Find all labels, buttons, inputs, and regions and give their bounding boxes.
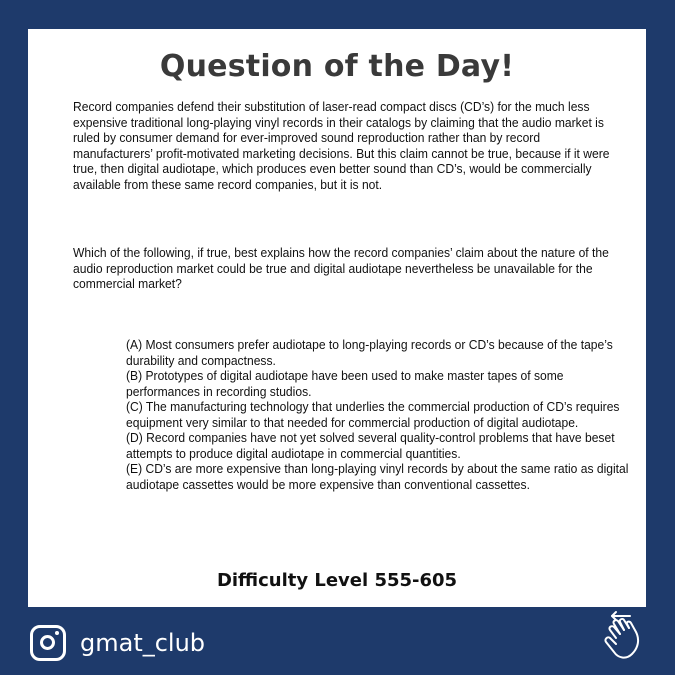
difficulty-level: Difficulty Level 555-605 bbox=[216, 570, 458, 591]
instagram-icon bbox=[30, 625, 66, 661]
option-e: (E) CD’s are more expensive than long-playing vinyl records by about the same ratio as digital audiotape cassettes would be more expensive than conventional cassettes. bbox=[126, 461, 629, 492]
swipe-left-hand-icon[interactable] bbox=[600, 608, 650, 664]
handle-text: gmat_club bbox=[80, 629, 206, 657]
question-stem: Which of the following, if true, best explains how the record companies’ claim about the nature of the audio reproduction market could be true and digital audiotape nevertheless be unavailable for the commercial market? bbox=[73, 245, 609, 291]
instagram-handle-link[interactable] bbox=[30, 625, 205, 661]
question-passage: Record companies defend their substitution of laser-read compact discs (CD’s) for the much less expensive traditional long-playing vinyl records in their catalogs by claiming that the audio market is ruled by consumer demand for ever-improved sound reproduction rather than by record manufacturers’ profit-motivated marketing decisions. But this claim cannot be true, because if it were true, then digital audiotape, which produces even better sound than CD’s, would be commercially available from these same record companies, but it is not. bbox=[73, 99, 610, 192]
question-card bbox=[28, 29, 646, 607]
option-b: (B) Prototypes of digital audiotape have been used to make master tapes of some performances in recording studios. bbox=[126, 368, 564, 399]
page-title: Question of the Day! bbox=[159, 49, 515, 84]
option-c: (C) The manufacturing technology that underlies the commercial production of CD’s requires equipment very similar to that needed for commercial production of digital audiotape. bbox=[126, 399, 620, 430]
option-a: (A) Most consumers prefer audiotape to long-playing records or CD’s because of the tape’s durability and compactness. bbox=[126, 337, 613, 368]
option-d: (D) Record companies have not yet solved several quality-control problems that have beset attempts to produce digital audiotape in commercial quantities. bbox=[126, 430, 615, 461]
answer-options bbox=[126, 337, 633, 492]
